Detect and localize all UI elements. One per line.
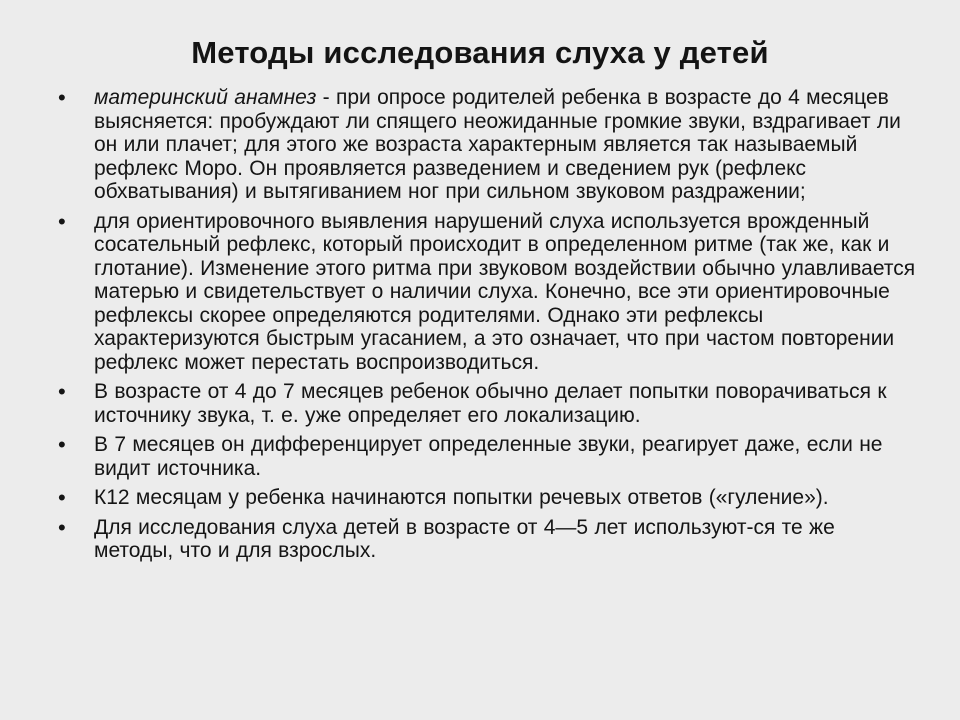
list-item-text: К12 месяцам у ребенка начинаются попытки речевых ответов («гуление»).	[94, 486, 829, 509]
list-item-text: - при опросе родителей ребенка в возрасте до 4 месяцев выясняется: пробуждают ли спящего неожиданные громкие звуки, вздрагивает ли он или плачет; для этого же возраста характерным является так называемый рефлекс Моро. Он проявляется разведением и сведением рук (рефлекс обхватывания) и вытягиванием ног при сильном звуковом раздражении;	[94, 86, 901, 203]
list-item-text: Для исследования слуха детей в возрасте от 4—5 лет используют-ся те же методы, что и для взрослых.	[94, 515, 835, 562]
page-title: Методы исследования слуха у детей	[191, 35, 769, 70]
list-item-age-12-months	[58, 486, 918, 510]
bullet-icon: •	[58, 208, 66, 234]
list-item-sucking-reflex	[58, 210, 918, 375]
list-item-lead-italic: материнский анамнез	[94, 86, 317, 109]
bullet-icon: •	[58, 379, 66, 404]
list-item-text: В 7 месяцев он дифференцирует определенные звуки, реагирует даже, если не видит источника.	[94, 433, 883, 480]
list-item-text: В возрасте от 4 до 7 месяцев ребенок обычно делает попытки поворачиваться к источнику звука, т. е. уже определяет его локализацию.	[94, 380, 887, 427]
list-item-text: для ориентировочного выявления нарушений слуха используется врожденный сосательный рефлекс, который происходит в определенном ритме (так же, как и глотание). Изменение этого ритма при звуковом воздействии обычно улавливается матерью и свидетельствует о наличии слуха. Конечно, все эти ориентировочные рефлексы скорее определяются родителями. Однако эти рефлексы характеризуются быстрым угасанием, а это означает, что при частом повторении рефлекс может перестать воспроизводиться.	[94, 209, 916, 374]
bullet-icon: •	[58, 514, 66, 540]
bullet-icon: •	[58, 432, 66, 457]
bullet-icon: •	[58, 85, 66, 110]
list-item-maternal-anamnesis	[58, 86, 918, 204]
list-item-age-7-months	[58, 433, 918, 480]
bullet-icon: •	[58, 485, 66, 510]
list-item-age-4-7-months	[58, 380, 918, 427]
bullet-list	[58, 86, 918, 563]
list-item-age-4-5-years	[58, 516, 918, 563]
